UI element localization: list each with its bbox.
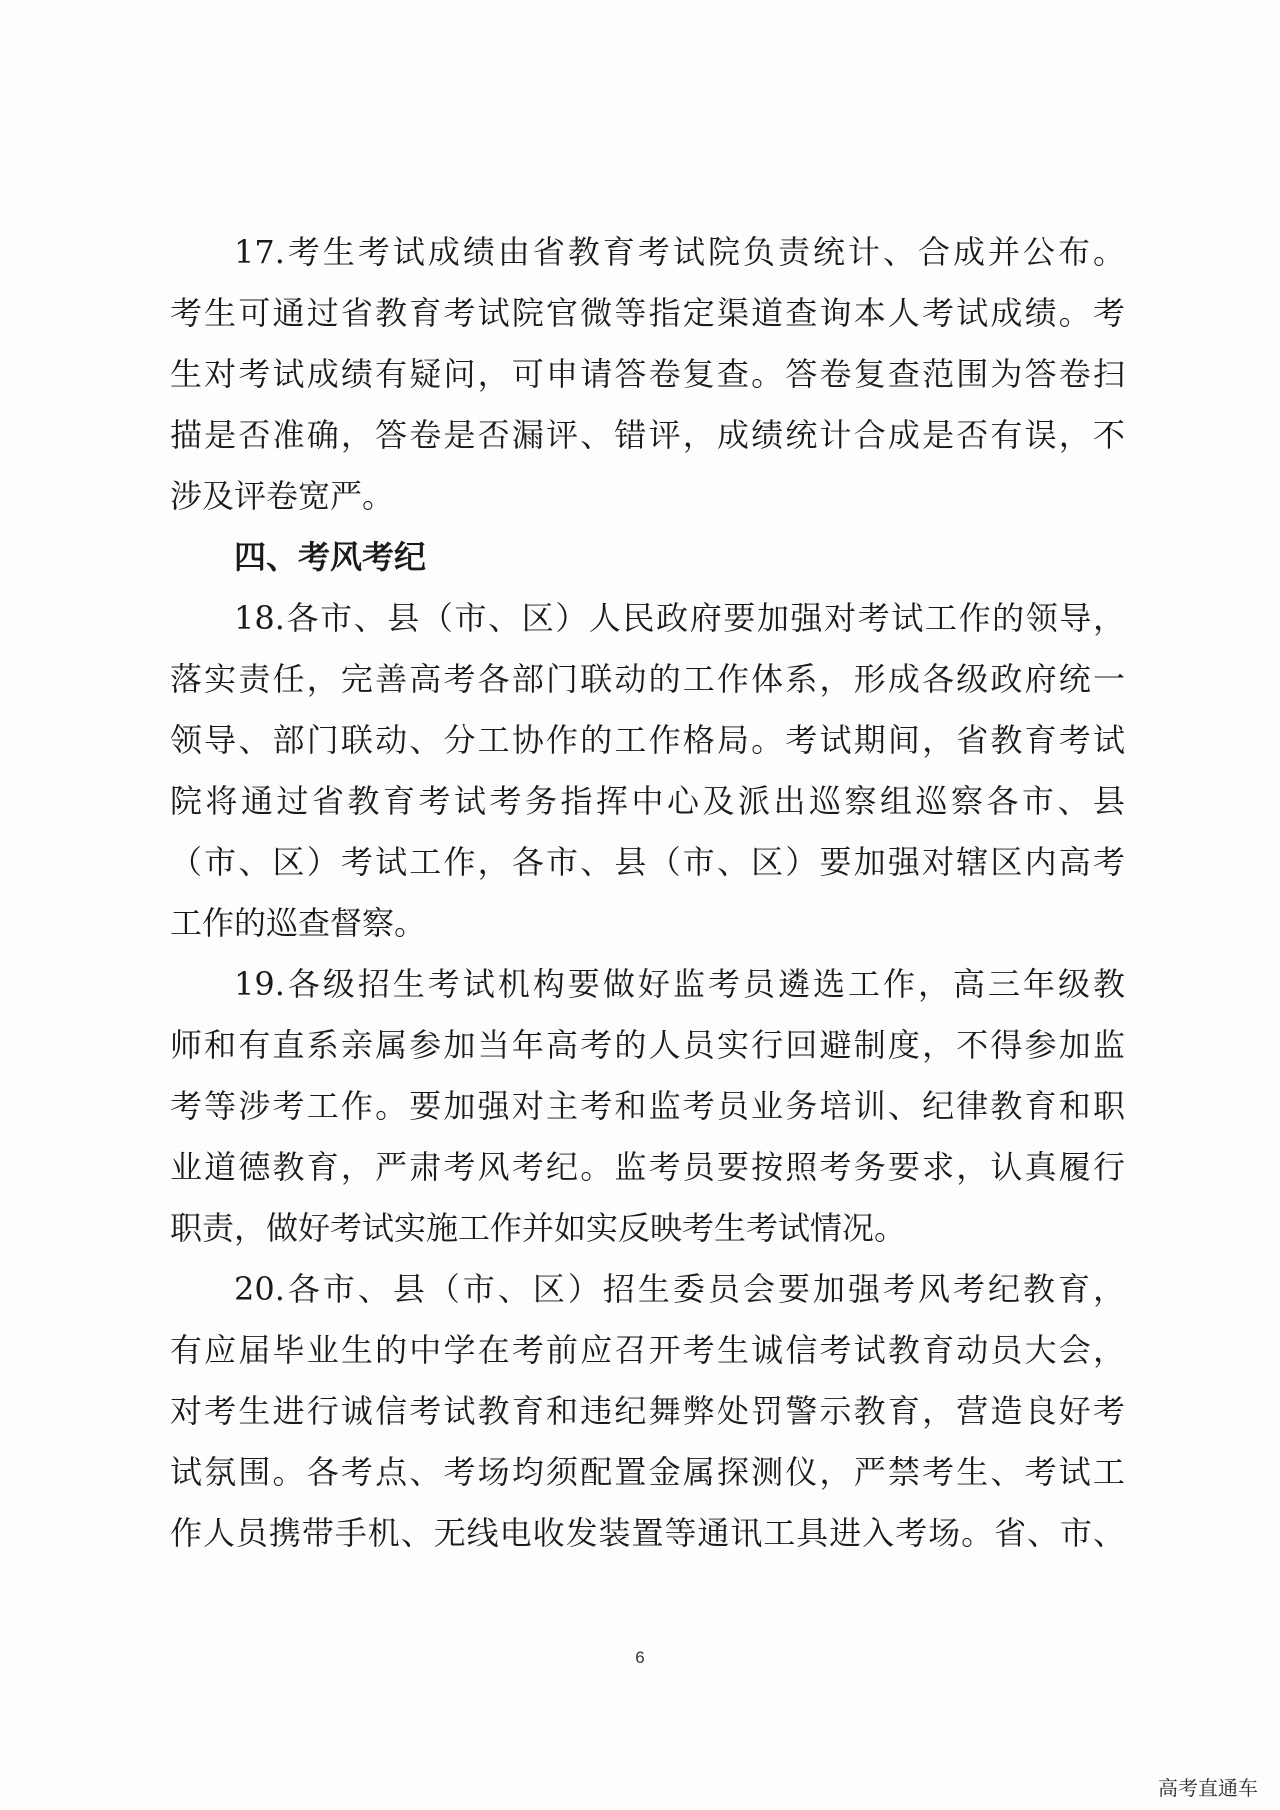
paragraph-17-line-2: 考生可通过省教育考试院官微等指定渠道查询本人考试成绩。考 (170, 294, 1125, 332)
section-heading: 四、考风考纪 (234, 538, 427, 576)
paragraph-19-line-4: 业道德教育，严肃考风考纪。监考员要按照考务要求，认真履行 (170, 1148, 1125, 1186)
paragraph-20-line-3: 对考生进行诚信考试教育和违纪舞弊处罚警示教育，营造良好考 (170, 1392, 1125, 1430)
document-body (170, 222, 1125, 1564)
paragraph-19-line-3: 考等涉考工作。要加强对主考和监考员业务培训、纪律教育和职 (170, 1087, 1125, 1125)
paragraph-19-line-5: 职责，做好考试实施工作并如实反映考生考试情况。 (170, 1209, 907, 1247)
paragraph-18-line-5: （市、区）考试工作，各市、县（市、区）要加强对辖区内高考 (170, 843, 1125, 881)
paragraph-20-line-4: 试氛围。各考点、考场均须配置金属探测仪，严禁考生、考试工 (170, 1453, 1125, 1491)
paragraph-18-line-4: 院将通过省教育考试考务指挥中心及派出巡察组巡察各市、县 (170, 782, 1125, 820)
paragraph-17-line-5: 涉及评卷宽严。 (170, 477, 395, 515)
paragraph-17-line-3: 生对考试成绩有疑问，可申请答卷复查。答卷复查范围为答卷扫 (170, 355, 1125, 393)
paragraph-18-line-1: 18.各市、县（市、区）人民政府要加强对考试工作的领导， (234, 599, 1125, 637)
paragraph-20-line-2: 有应届毕业生的中学在考前应召开考生诚信考试教育动员大会， (170, 1331, 1125, 1369)
paragraph-18-line-3: 领导、部门联动、分工协作的工作格局。考试期间，省教育考试 (170, 721, 1125, 759)
paragraph-19-line-2: 师和有直系亲属参加当年高考的人员实行回避制度，不得参加监 (170, 1026, 1125, 1064)
watermark-text: 高考直通车 (1158, 1776, 1258, 1800)
paragraph-20-line-5: 作人员携带手机、无线电收发装置等通讯工具进入考场。省、市、 (170, 1514, 1125, 1552)
paragraph-18-line-6: 工作的巡查督察。 (170, 904, 427, 942)
paragraph-19-line-1: 19.各级招生考试机构要做好监考员遴选工作，高三年级教 (234, 965, 1125, 1003)
paragraph-17-line-1: 17.考生考试成绩由省教育考试院负责统计、合成并公布。 (234, 233, 1125, 271)
page-number: 6 (635, 1648, 645, 1667)
paragraph-20-line-1: 20.各市、县（市、区）招生委员会要加强考风考纪教育， (234, 1270, 1125, 1308)
paragraph-17-line-4: 描是否准确，答卷是否漏评、错评，成绩统计合成是否有误，不 (170, 416, 1125, 454)
paragraph-18-line-2: 落实责任，完善高考各部门联动的工作体系，形成各级政府统一 (170, 660, 1125, 698)
